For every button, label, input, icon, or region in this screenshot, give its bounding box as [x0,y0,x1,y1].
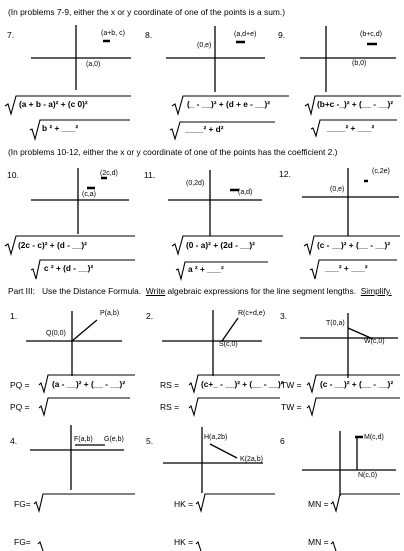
problem-7-number: 7. [7,30,15,40]
problem-8-point-2: (a,d+e) [234,31,257,38]
section1-instruction: (In problems 7-9, either the x or y coordinate of one of the points is a sum.) [8,7,285,17]
problem-9-formula-1: (b+c -_)² + (__ - __)² [317,99,394,109]
problem-11-point-2: (a,d) [238,189,253,196]
part3-4-point-F: F(a,b) [74,436,93,443]
part3-6-point-N: N(c,0) [358,472,378,479]
part3-4-number: 4. [10,436,18,446]
problem-9-formula-2: ____² + ___² [327,123,375,133]
problem-8-formula-1: (_ - __)² + (d + e - __)² [187,99,270,109]
part3-1-seg-simplified: PQ = [10,402,30,412]
axes-problem-11 [168,170,262,236]
part3-2-point-R: R(c+d,e) [238,310,266,317]
problem-11-number: 11. [144,170,156,180]
part3-1-seg: PQ = [10,380,30,390]
part3-1-point-P: P(a,b) [100,310,120,317]
problem-7-formula-2: b ² + ___² [42,123,79,133]
part3-6-point-M: M(c,d) [364,434,384,441]
problem-12-formula-1: (c - __)² + (__ - __)² [317,240,391,250]
part3-1-formula: (a - __)² + (__ - __)² [52,379,126,389]
part3-3-seg: TW = [281,380,302,390]
problem-10-point-1: (2c,d) [100,170,118,177]
problem-11-formula-2: a ² + ___² [188,264,224,274]
problem-12-point-1: (0,e) [330,186,345,193]
part3-instruction: Use the Distance Formula. [41,286,142,296]
axes-problem-12 [302,168,399,236]
part3-2-number: 2. [146,311,154,321]
problem-11-point-1: (0,2d) [186,180,205,187]
problem-9-point-2: (b,0) [352,60,367,67]
part3-3-seg-simplified: TW = [281,402,302,412]
part3-5-seg-simplified: HK = [174,537,194,547]
part3-3-point-W: W(c,0) [364,338,385,345]
problem-12-point-2: (c,2e) [372,168,390,175]
part3-label: Part III: [8,286,35,296]
problem-12-formula-2: ___² + ___² [325,263,368,273]
part3-emph-write: Write [145,286,166,296]
problem-9-point-1: (b+c,d) [360,31,382,38]
part3-3-number: 3. [280,311,288,321]
part3-2-seg-simplified: RS = [160,402,180,412]
part3-2-seg: RS = [160,380,180,390]
part3-6-seg-simplified: MN = [308,537,329,547]
problem-9-number: 9. [278,30,286,40]
problem-8-point-1: (0,e) [197,42,212,49]
problem-7-formula-1: (a + b - a)² + (c 0)² [19,99,88,109]
part3-6-seg: MN = [308,499,329,509]
part3-4-seg-simplified: FG= [14,537,31,547]
part3-1-number: 1. [10,311,18,321]
problem-8-formula-2: ____² + d² [185,124,224,134]
problem-12-number: 12. [279,169,291,179]
part3-2-formula: (c+_ - __)² + (__ - __)² [201,379,284,389]
part3-5-point-H: H(a,2b) [204,434,228,441]
axes-part3-4 [30,425,124,490]
section3-instruction [8,287,392,295]
part3-4-seg: FG= [14,499,31,509]
part3-5-number: 5. [146,436,154,446]
problem-10-formula-2: c ² + (d - __)² [44,263,94,273]
part3-1-point-Q: Q(0,0) [46,330,66,337]
problem-10-number: 10. [7,170,19,180]
part3-emph-simplify: Simplify. [360,286,392,296]
part3-3-formula: (c - __)² + (__ - __)² [320,379,394,389]
part3-2-point-S: S(c,0) [219,341,238,348]
axes-part3-2 [162,310,262,376]
part3-3-point-T: T(0,a) [326,320,345,327]
part3-4-point-G: G(e,b) [104,436,124,443]
axes-part3-1 [26,311,122,376]
part3-mid: algebraic expressions for the line segment lengths. [167,286,357,296]
problem-8-number: 8. [145,30,153,40]
part3-5-seg: HK = [174,499,194,509]
part3-6-number: 6 [280,436,285,446]
axes-part3-3 [300,313,398,378]
section2-instruction: (In problems 10-12, either the x or y coordinate of one of the points has the coefficient 2.) [8,147,338,157]
part3-5-point-K: K(2a,b) [240,456,263,463]
problem-10-point-2: (c,a) [82,191,96,198]
problem-10-formula-1: (2c - c)² + (d - __)² [18,240,87,250]
problem-7-point-1: (a+b, c) [101,30,125,37]
problem-11-formula-1: (0 - a)² + (2d - __)² [186,240,255,250]
axes-problem-10 [31,168,129,234]
problem-7-point-2: (a,0) [86,61,101,68]
